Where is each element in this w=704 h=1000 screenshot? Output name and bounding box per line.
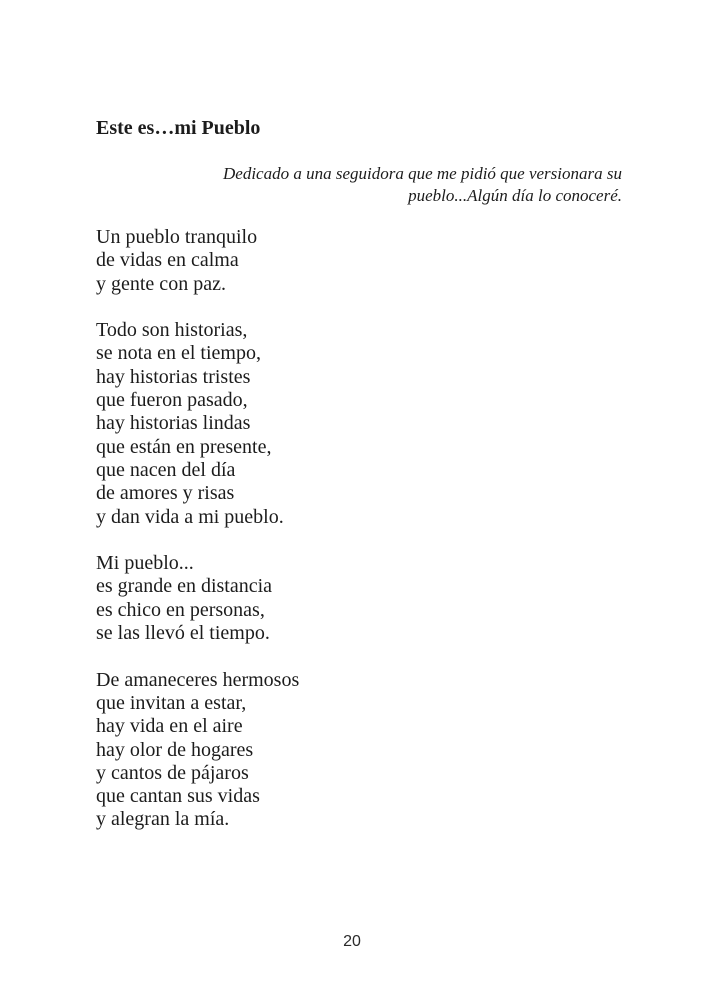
poem-line: hay historias tristes [96,365,251,388]
poem-line: hay historias lindas [96,412,251,435]
poem-line: que están en presente, [96,435,272,458]
poem-line: se nota en el tiempo, [96,342,261,365]
poem-line: de vidas en calma [96,249,239,272]
poem-line: De amaneceres hermosos [96,668,300,691]
poem-line: de amores y risas [96,482,235,505]
stanza [96,319,299,529]
poem-body [96,226,299,855]
page-number: 20 [343,933,361,950]
poem-line: que fueron pasado, [96,389,248,412]
poem-line: y dan vida a mi pueblo. [96,505,284,528]
poem-line: y gente con paz. [96,272,226,295]
poem-line: y cantos de pájaros [96,761,249,784]
poem-line: Mi pueblo... [96,552,194,575]
stanza [96,226,299,296]
poem-line: se las llevó el tiempo. [96,622,270,645]
poem-line: es grande en distancia [96,575,273,598]
poem-line: es chico en personas, [96,598,265,621]
poem-line: Un pueblo tranquilo [96,226,258,248]
poem-line: Todo son historias, [96,319,248,342]
dedication [96,163,622,207]
poem-line: hay olor de hogares [96,738,254,761]
poem-line: que nacen del día [96,458,236,481]
poem-line: y alegran la mía. [96,808,230,831]
poem-title: Este es…mi Pueblo [96,117,261,139]
stanza [96,669,299,832]
dedication-line: Dedicado a una seguidora que me pidió que versionara su [223,164,622,183]
poem-line: que cantan sus vidas [96,785,260,808]
poem-line: hay vida en el aire [96,715,243,738]
stanza [96,552,299,645]
dedication-line: pueblo...Algún día lo conoceré. [408,186,622,205]
poem-line: que invitan a estar, [96,691,247,714]
